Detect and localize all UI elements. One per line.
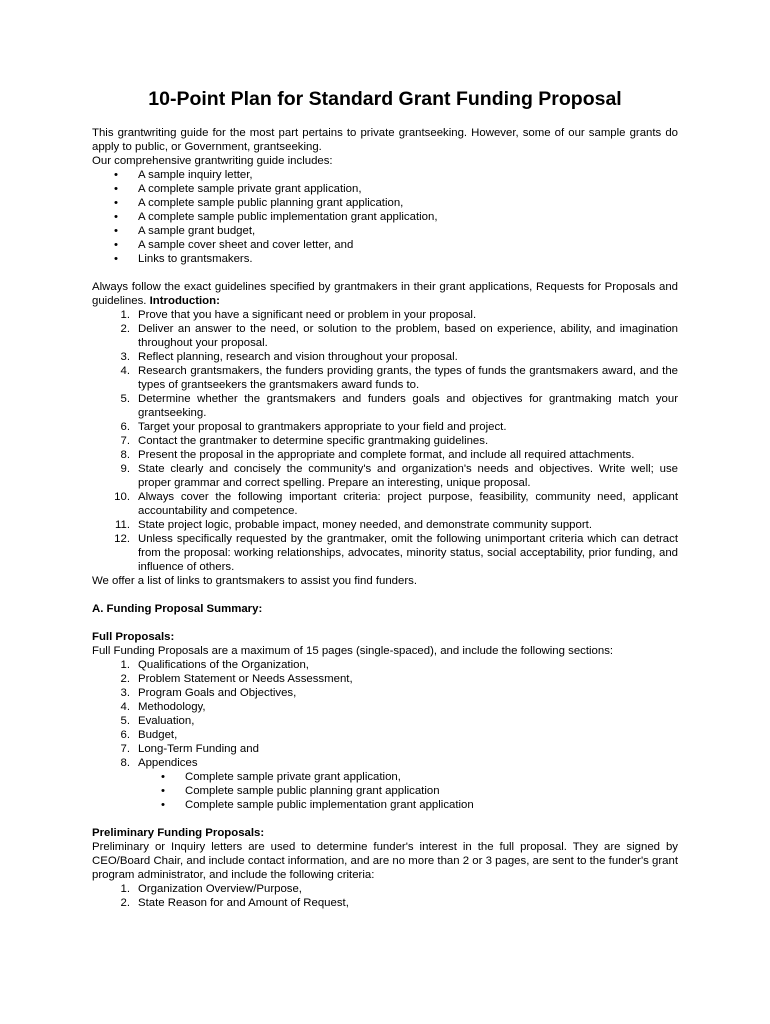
bullet-marker: • bbox=[114, 183, 118, 195]
list-item: 9. State clearly and concisely the community's and organization's needs and objectives. Write well; use proper grammar and correct spelling. Prepare an interesting, unique proposal. bbox=[120, 463, 678, 489]
bullet-marker: • bbox=[114, 197, 118, 209]
list-item: • A complete sample private grant application, bbox=[114, 183, 362, 195]
preliminary-proposals-heading: Preliminary Funding Proposals: bbox=[92, 827, 265, 839]
list-item: 8. Present the proposal in the appropriate and complete format, and include all required attachments. bbox=[120, 449, 635, 461]
ten-point-list bbox=[92, 308, 678, 574]
summary-heading: A. Funding Proposal Summary: bbox=[92, 603, 263, 615]
guide-includes-list bbox=[92, 168, 678, 266]
introduction-heading: Introduction: bbox=[149, 295, 220, 307]
list-item: 3. Program Goals and Objectives, bbox=[120, 687, 297, 699]
list-item: 6. Target your proposal to grantmakers appropriate to your field and project. bbox=[120, 421, 507, 433]
list-item: 2. Problem Statement or Needs Assessment, bbox=[120, 673, 353, 685]
guidelines-paragraph: Always follow the exact guidelines specified by grantmakers in their grant applications, Requests for Proposals and guidelines. Introduction: bbox=[92, 281, 678, 307]
list-item: • A sample grant budget, bbox=[114, 225, 256, 237]
list-item: 12. Unless specifically requested by the grantmaker, omit the following unimportant criteria which can detract from the proposal: working relationships, advocates, minority status, social acceptability, prior funding, and influence of others. bbox=[114, 533, 678, 573]
list-item: 5. Evaluation, bbox=[120, 715, 195, 727]
full-proposals-heading: Full Proposals: bbox=[92, 631, 175, 643]
list-item: 7. Contact the grantmaker to determine specific grantmaking guidelines. bbox=[120, 435, 489, 447]
list-item: • Links to grantsmakers. bbox=[114, 253, 253, 265]
list-item: • A sample cover sheet and cover letter, and bbox=[114, 239, 354, 251]
funders-links-note: We offer a list of links to grantsmakers to assist you find funders. bbox=[92, 575, 417, 587]
list-item: 3. Reflect planning, research and vision throughout your proposal. bbox=[120, 351, 458, 363]
full-proposals-text: Full Funding Proposals are a maximum of 15 pages (single-spaced), and include the following sections: bbox=[92, 645, 614, 657]
list-item: 4. Methodology, bbox=[120, 701, 206, 713]
preliminary-criteria-list bbox=[92, 882, 678, 910]
bullet-marker: • bbox=[161, 785, 165, 797]
page-title: 10-Point Plan for Standard Grant Funding Proposal bbox=[148, 88, 622, 110]
bullet-marker: • bbox=[114, 169, 118, 181]
list-item: 1. Qualifications of the Organization, bbox=[120, 659, 309, 671]
bullet-marker: • bbox=[114, 225, 118, 237]
appendices-sublist bbox=[92, 770, 678, 812]
list-item: 2. Deliver an answer to the need, or solution to the problem, based on experience, ability, and imagination throughout your proposal. bbox=[120, 323, 678, 349]
list-item: • Complete sample public implementation grant application bbox=[161, 799, 474, 811]
list-item: 1. Organization Overview/Purpose, bbox=[120, 883, 302, 895]
list-item: • Complete sample private grant application, bbox=[161, 771, 401, 783]
full-proposal-sections-list bbox=[92, 658, 678, 770]
list-item: 2. State Reason for and Amount of Request, bbox=[120, 897, 349, 909]
intro-lead: Our comprehensive grantwriting guide includes: bbox=[92, 155, 333, 167]
bullet-marker: • bbox=[161, 799, 165, 811]
list-item: 8. Appendices bbox=[120, 757, 198, 769]
list-item: 4. Research grantsmakers, the funders providing grants, the types of funds the grantsmakers award, and the types of grantseekers the grantsmakers award funds to. bbox=[120, 365, 678, 391]
list-item: • A sample inquiry letter, bbox=[114, 169, 253, 181]
list-item: • A complete sample public planning grant application, bbox=[114, 197, 404, 209]
list-item: 5. Determine whether the grantsmakers and funders goals and objectives for grantmaking match your grantseeking. bbox=[120, 393, 678, 419]
list-item: • Complete sample public planning grant application bbox=[161, 785, 440, 797]
bullet-marker: • bbox=[161, 771, 165, 783]
intro-paragraph: This grantwriting guide for the most part pertains to private grantseeking. However, some of our sample grants do apply to public, or Government, grantseeking. bbox=[92, 127, 678, 153]
list-item: 10. Always cover the following important criteria: project purpose, feasibility, community need, applicant accountability and competence. bbox=[114, 491, 678, 517]
preliminary-proposals-text: Preliminary or Inquiry letters are used to determine funder's interest in the full proposal. They are signed by CEO/Board Chair, and include contact information, and are no more than 2 or 3 pages, are sent to the funder's grant program administrator, and include the following criteria: bbox=[92, 841, 678, 881]
bullet-marker: • bbox=[114, 211, 118, 223]
list-item: 6. Budget, bbox=[120, 729, 178, 741]
list-item: 1. Prove that you have a significant need or problem in your proposal. bbox=[120, 309, 477, 321]
list-item: 11. State project logic, probable impact, money needed, and demonstrate community support. bbox=[115, 519, 592, 531]
bullet-marker: • bbox=[114, 253, 118, 265]
list-item: 7. Long-Term Funding and bbox=[120, 743, 259, 755]
bullet-marker: • bbox=[114, 239, 118, 251]
list-item: • A complete sample public implementation grant application, bbox=[114, 211, 438, 223]
